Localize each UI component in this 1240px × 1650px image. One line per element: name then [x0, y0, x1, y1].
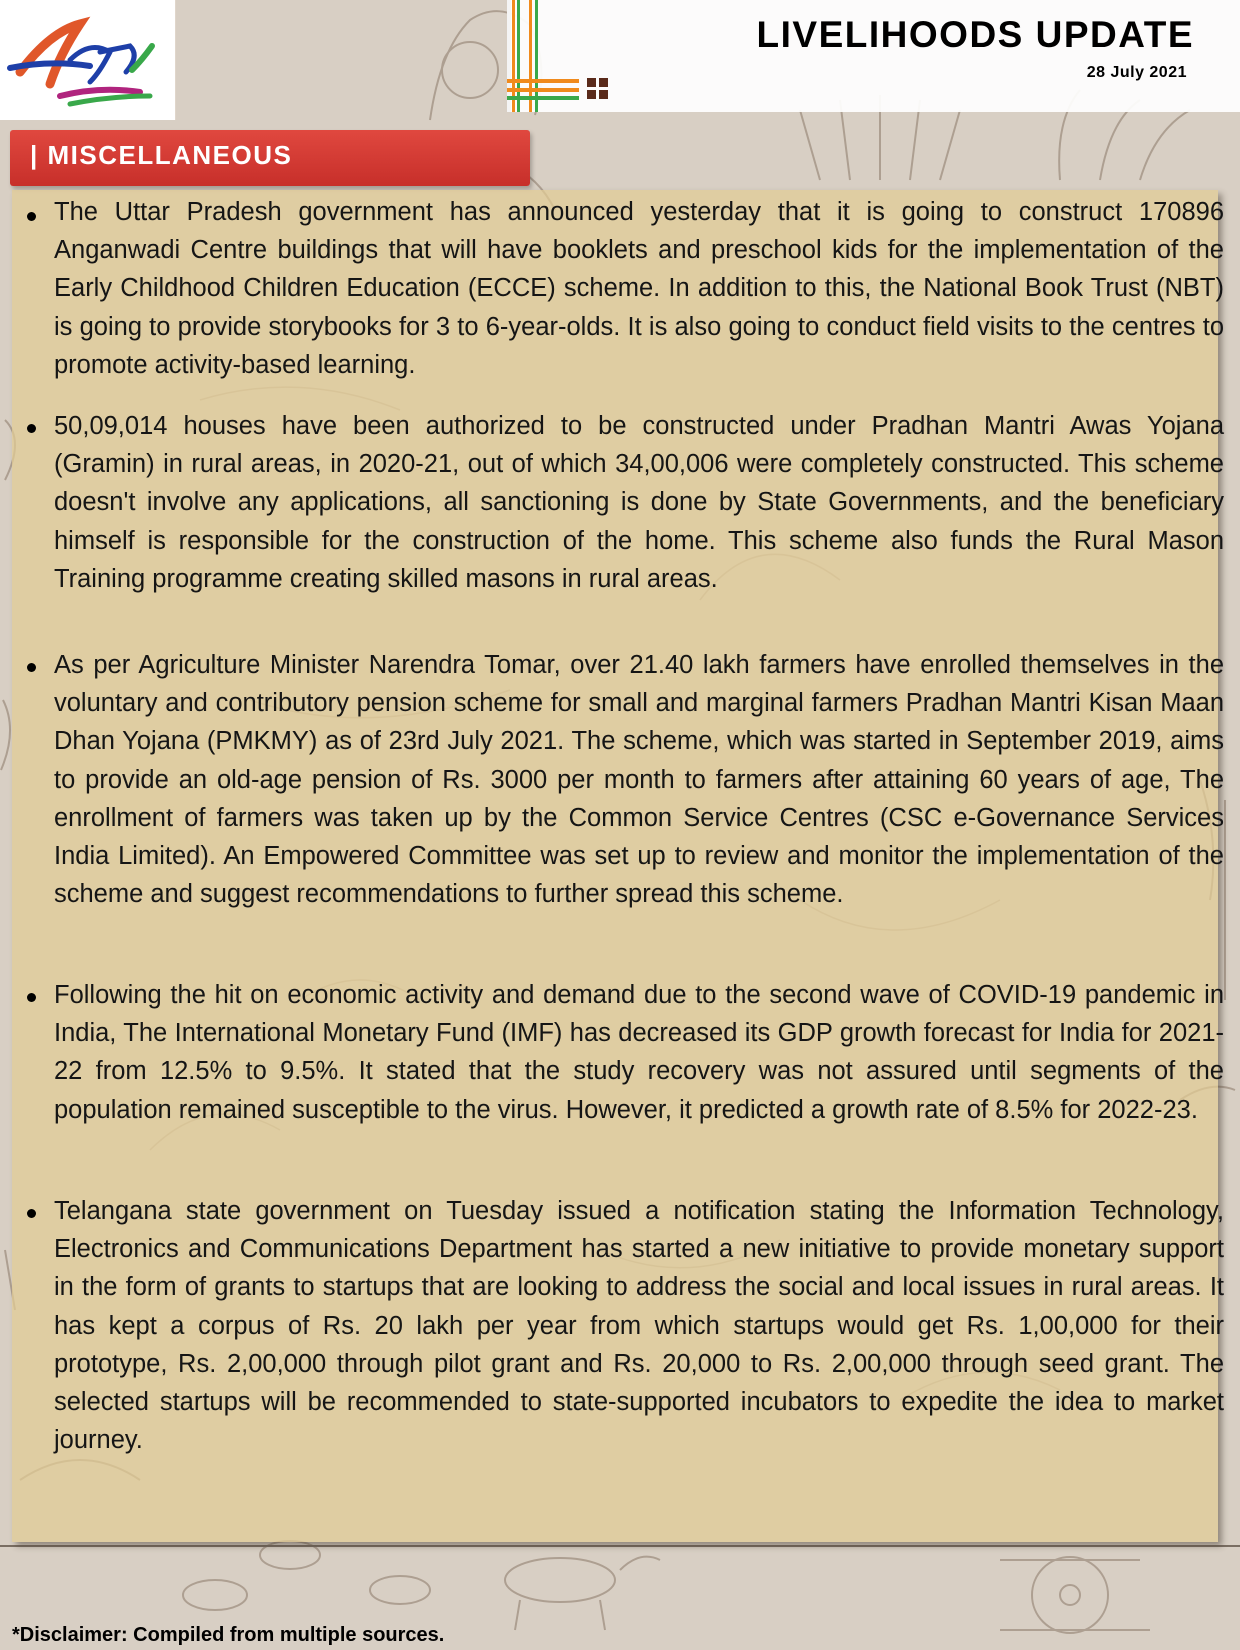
- list-item-text: As per Agriculture Minister Narendra Tomar, over 21.40 lakh farmers have enrolled themselves in the voluntary and contributory pension scheme for small and marginal farmers Pradhan Mantri Kisan Maan Dhan Yojana (PMKMY) as of 23rd July 2021. The scheme, which was started in September 2019, aims to provide an old-age pension of Rs. 3000 per month to farmers after attaining 60 years of age, The enrollment of farmers was taken up by the Common Service Centres (CSC e-Governance Services India Limited). An Empowered Committee was set up to review and monitor the implementation of the scheme and suggest recommendations to further spread this scheme.: [54, 651, 1224, 909]
- bullet-icon: [27, 993, 36, 1002]
- footer-divider: [0, 1545, 1240, 1547]
- akshara-logo-icon: [0, 0, 175, 120]
- list-item-text: Following the hit on economic activity and demand due to the second wave of COVID-19 pandemic in India, The International Monetary Fund (IMF) has decreased its GDP growth forecast for India for 2021-22 from 12.5% to 9.5%. It stated that the study recovery was not assured until segments of the population remained susceptible to the virus. However, it predicted a growth rate of 8.5% for 2022-23.: [54, 981, 1224, 1124]
- disclaimer-text: *Disclaimer: Compiled from multiple sources.: [12, 1624, 445, 1646]
- list-item-text: 50,09,014 houses have been authorized to be constructed under Pradhan Mantri Awas Yojana (Gramin) in rural areas, in 2020-21, out of which 34,00,006 were completely constructed. This scheme doesn't involve any applications, all sanctioning is done by State Governments, and the beneficiary himself is responsible for the construction of the home. This scheme also funds the Rural Mason Training programme creating skilled masons in rural areas.: [54, 412, 1224, 593]
- flag-grid-icon: [507, 0, 612, 112]
- content-panel: [12, 190, 1224, 1542]
- bullet-icon: [27, 663, 36, 672]
- section-title: | MISCELLANEOUS: [30, 140, 293, 170]
- bullet-icon: [27, 424, 36, 433]
- list-item-text: The Uttar Pradesh government has announced yesterday that it is going to construct 170896 Anganwadi Centre buildings that will have booklets and preschool kids for the implementation of the Early Childhood Children Education (ECCE) scheme. In addition to this, the National Book Trust (NBT) is going to provide storybooks for 3 to 6-year-olds. It is also going to conduct field visits to the centres to promote activity-based learning.: [54, 198, 1224, 379]
- bullet-icon: [27, 1209, 36, 1218]
- list-item-text: Telangana state government on Tuesday issued a notification stating the Information Technology, Electronics and Communications Department has started a new initiative to provide monetary support in the form of grants to startups that are looking to address the social and local issues in rural areas. It has kept a corpus of Rs. 20 lakh per year from which startups would get Rs. 1,00,000 for their prototype, Rs. 2,00,000 through pilot grant and Rs. 20,000 to Rs. 2,00,000 through seed grant. The selected startups will be recommended to state-supported incubators to expedite the idea to market journey.: [54, 1197, 1224, 1455]
- bullet-icon: [27, 212, 36, 221]
- page-title: LIVELIHOODS UPDATE: [756, 14, 1194, 55]
- issue-date: 28 July 2021: [1086, 64, 1187, 81]
- logo-container: [0, 0, 176, 120]
- section-banner: [10, 130, 530, 186]
